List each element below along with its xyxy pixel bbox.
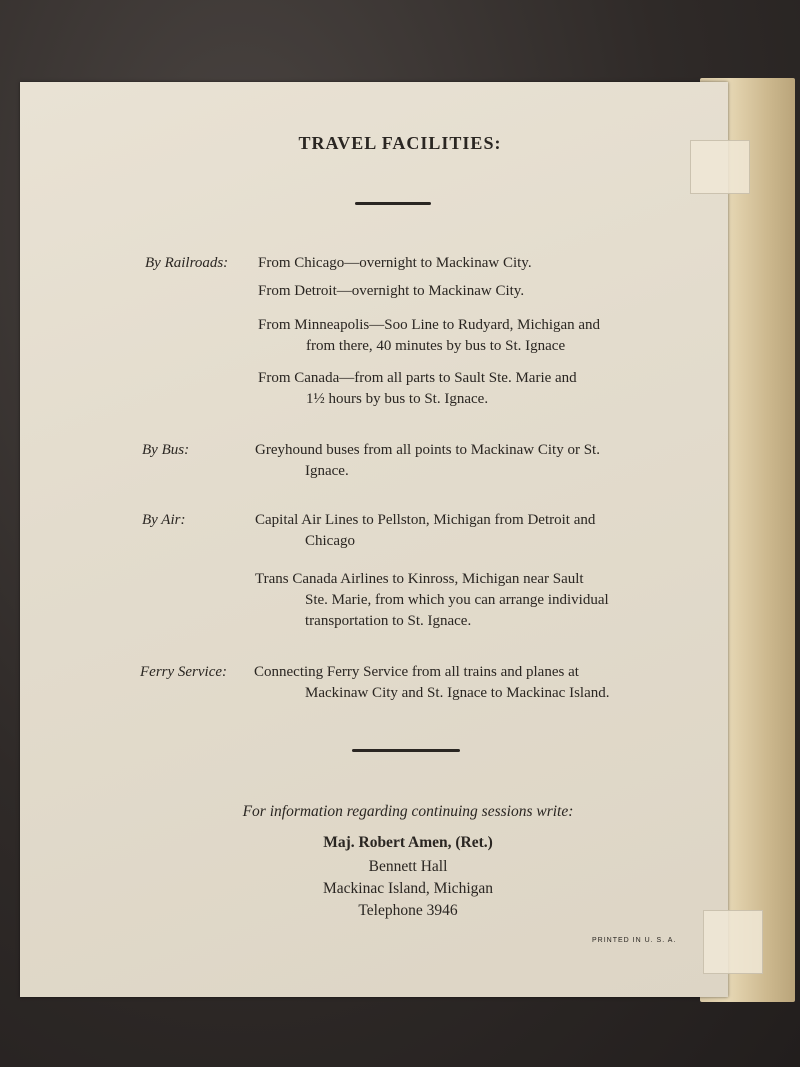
air-line-5: transportation to St. Ignace. [305,613,472,629]
bus-label: By Bus: [142,442,190,458]
bus-line-2: Ignace. [305,463,349,479]
printed-in-usa: PRINTED IN U. S. A. [592,937,677,944]
contact-name: Maj. Robert Amen, (Ret.) [323,834,493,851]
section-divider [352,749,460,752]
ferry-label: Ferry Service: [140,664,228,680]
railroads-line-1: From Chicago—overnight to Mackinaw City. [258,255,532,271]
air-line-4: Ste. Marie, from which you can arrange individual [305,592,609,608]
railroads-line-5: From Canada—from all parts to Sault Ste. Marie and [258,370,577,386]
air-label: By Air: [142,512,186,528]
contact-address-1: Bennett Hall [368,858,448,875]
railroads-line-3: From Minneapolis—Soo Line to Rudyard, Michigan and [258,317,601,333]
air-line-1: Capital Air Lines to Pellston, Michigan from Detroit and [255,512,596,528]
air-line-3: Trans Canada Airlines to Kinross, Michigan near Sault [255,571,584,587]
railroads-line-6: 1½ hours by bus to St. Ignace. [306,391,489,407]
contact-address-2: Mackinac Island, Michigan [322,880,493,897]
air-line-2: Chicago [305,533,355,549]
bus-line-1: Greyhound buses from all points to Mackinaw City or St. [255,442,600,458]
railroads-line-2: From Detroit—overnight to Mackinaw City. [258,283,525,299]
ferry-line-1: Connecting Ferry Service from all trains and planes at [254,664,579,680]
contact-phone: Telephone 3946 [358,902,458,919]
railroads-line-4: from there, 40 minutes by bus to St. Ignace [306,338,566,354]
contact-intro: For information regarding continuing sessions write: [242,803,574,820]
railroads-label: By Railroads: [145,255,229,271]
ferry-line-2: Mackinaw City and St. Ignace to Mackinac Island. [305,685,610,701]
title-divider [355,202,431,205]
page-title: TRAVEL FACILITIES: [298,133,502,153]
